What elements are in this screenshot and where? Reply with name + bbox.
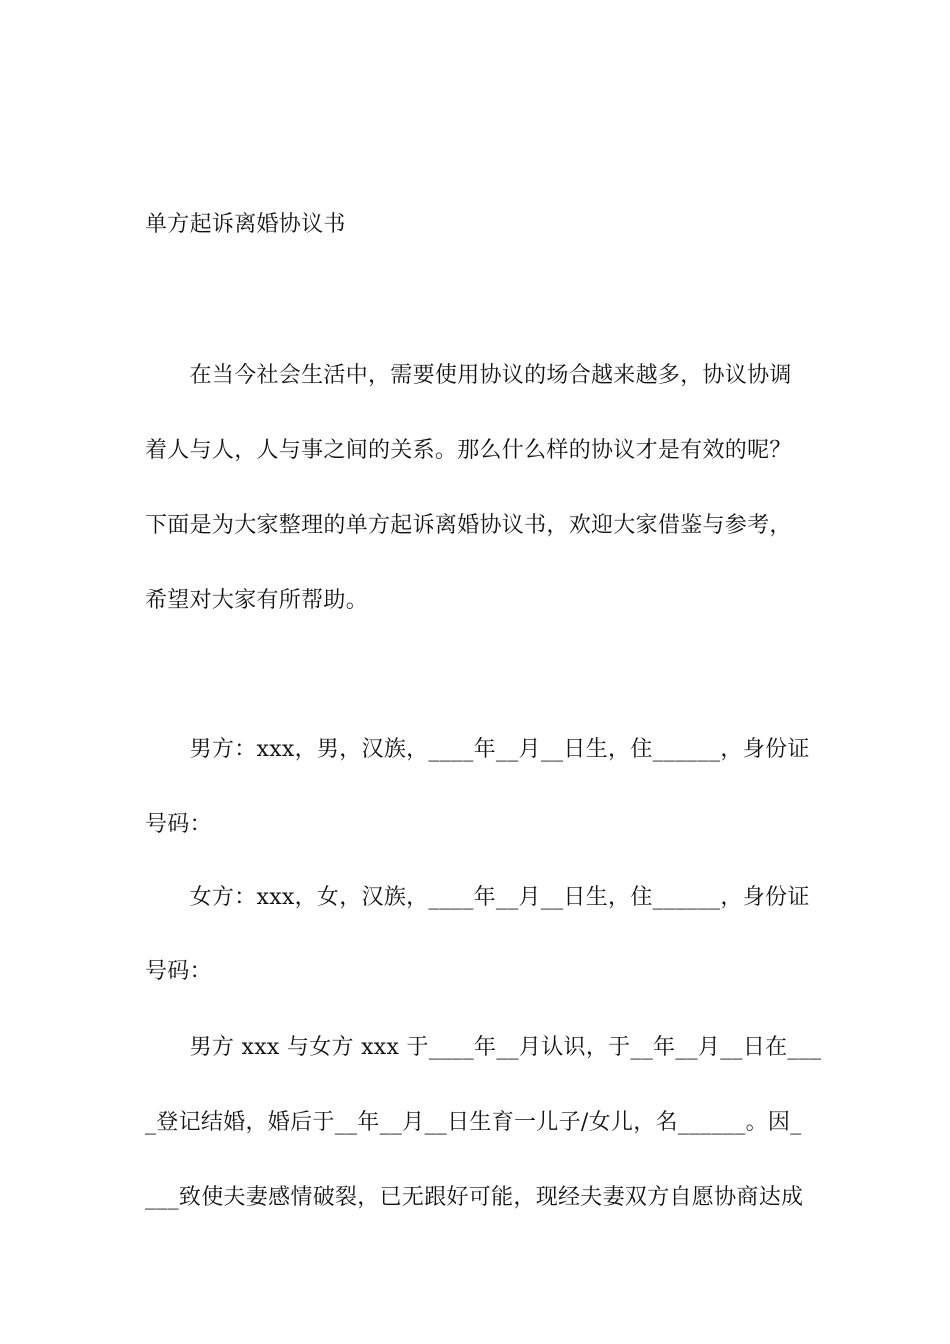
- female-line-2: 号码：: [145, 959, 212, 984]
- intro-line-4: 希望对大家有所帮助。: [145, 588, 369, 613]
- intro-line-2: 着人与人，人与事之间的关系。那么什么样的协议才是有效的呢？: [145, 438, 792, 463]
- female-line-1: 女方：xxx，女，汉族，____年__月__日生，住______，身份证: [145, 885, 810, 910]
- body-line-3: ___致使夫妻感情破裂，已无跟好可能，现经夫妻双方自愿协商达成: [145, 1185, 804, 1210]
- male-line-1: 男方：xxx，男，汉族，____年__月__日生，住______，身份证: [145, 737, 810, 762]
- document-title: 单方起诉离婚协议书: [145, 212, 346, 237]
- intro-line-3: 下面是为大家整理的单方起诉离婚协议书，欢迎大家借鉴与参考，: [145, 513, 792, 538]
- male-line-2: 号码：: [145, 812, 212, 837]
- body-line-1: 男方 xxx 与女方 xxx 于____年__月认识，于__年__月__日在___: [145, 1035, 822, 1060]
- intro-line-1: 在当今社会生活中，需要使用协议的场合越来越多，协议协调: [145, 363, 792, 388]
- body-line-2: _登记结婚，婚后于__年__月__日生育一儿子/女儿，名______。因_: [145, 1110, 802, 1135]
